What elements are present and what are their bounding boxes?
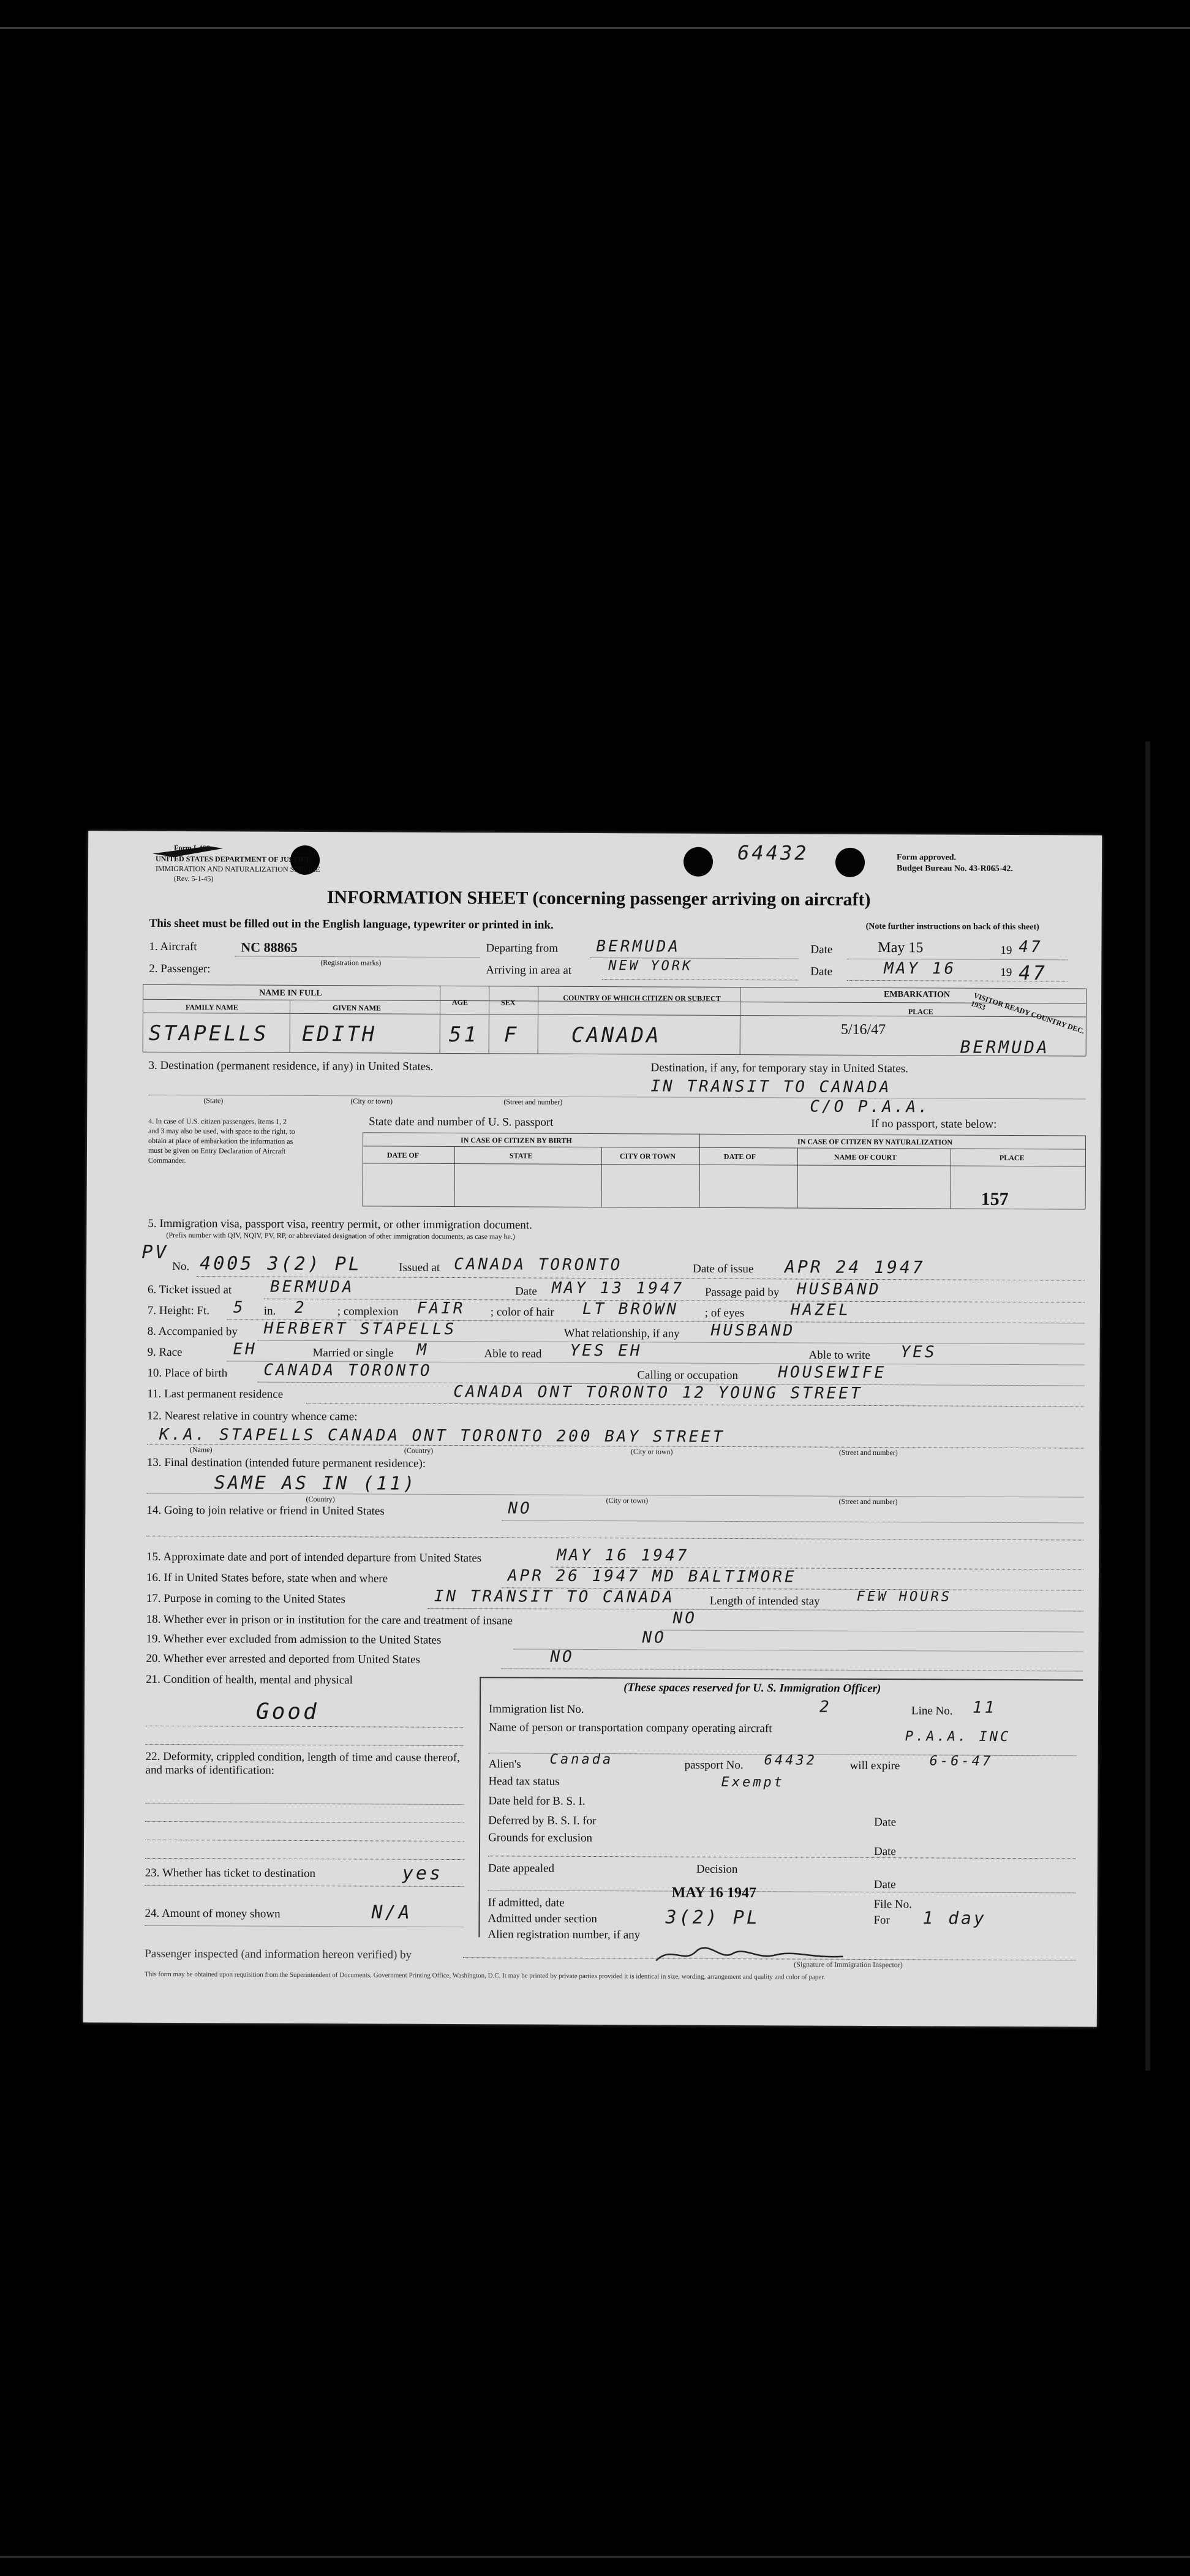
for-value: 1 day: [922, 1908, 987, 1928]
item16-label: 16. If in United States before, state when and where: [146, 1571, 388, 1585]
item6-value: BERMUDA: [269, 1277, 355, 1297]
punch-hole-2: [683, 847, 713, 877]
revision: (Rev. 5-1-45): [173, 874, 214, 883]
deferred-date-label: Date: [874, 1816, 897, 1829]
by-naturalization-header: IN CASE OF CITIZEN BY NATURALIZATION: [797, 1137, 953, 1147]
year-value-1: 47: [1019, 938, 1043, 957]
city-town-header: CITY OR TOWN: [619, 1152, 676, 1161]
departing-label: Departing from: [486, 942, 559, 955]
item10-occupation-value: HOUSEWIFE: [778, 1363, 887, 1383]
agency: UNITED STATES DEPARTMENT OF JUSTICE: [156, 854, 311, 864]
item7-label: 7. Height: Ft.: [147, 1304, 210, 1318]
item5-no-label: No.: [172, 1260, 190, 1274]
family-name-value: STAPELLS: [148, 1021, 269, 1046]
instruction: This sheet must be filled out in the English language, typewriter or printed in ink.: [149, 916, 554, 932]
page-title: INFORMATION SHEET (concerning passenger arriving on aircraft): [326, 887, 871, 910]
company-label: Name of person or transportation company operating aircraft: [488, 1721, 772, 1736]
alien-value: Canada: [549, 1751, 614, 1768]
file-label: File No.: [873, 1898, 912, 1911]
line-value: 11: [972, 1698, 997, 1717]
item12-name-caption: (Name): [189, 1445, 213, 1454]
bottom-scan-line: [0, 2556, 1190, 2558]
admitted-label: If admitted, date: [488, 1896, 565, 1909]
year-label-1: 19: [1000, 943, 1012, 957]
item13-city-caption: (City or town): [606, 1496, 649, 1505]
destination-label: 3. Destination (permanent residence, if any) in United States.: [148, 1059, 434, 1073]
verified-label: Passenger inspected (and information hereon verified) by: [145, 1947, 412, 1962]
signature-caption: (Signature of Immigration Inspector): [794, 1960, 903, 1970]
item8-label: 8. Accompanied by: [147, 1324, 238, 1339]
no-passport-label: If no passport, state below:: [871, 1117, 997, 1131]
item9-value: EH: [233, 1340, 257, 1359]
item7-eyes-value: HAZEL: [790, 1301, 851, 1320]
item8-relationship-label: What relationship, if any: [563, 1326, 680, 1340]
item7-feet: 5: [233, 1298, 246, 1317]
item15-value: MAY 16 1947: [557, 1546, 690, 1565]
date-label-2: Date: [810, 965, 833, 978]
expire-label: will expire: [849, 1759, 900, 1773]
item10-label: 10. Place of birth: [147, 1366, 228, 1380]
date-label-1: Date: [810, 943, 833, 956]
date-value-1: May 15: [878, 940, 924, 956]
alien-label: Alien's: [488, 1758, 521, 1771]
item7-inches: 2: [294, 1298, 307, 1317]
item20-value: NO: [550, 1647, 574, 1666]
arriving-label: Arriving in area at: [486, 964, 572, 977]
place-header: PLACE: [908, 1007, 933, 1016]
item24-value: N/A: [371, 1902, 412, 1924]
temp-destination-value: IN TRANSIT TO CANADA: [650, 1077, 892, 1097]
item8-value: HERBERT STAPELLS: [263, 1319, 457, 1339]
item18-label: 18. Whether ever in prison or in institution for the care and treatment of insane: [146, 1612, 513, 1628]
printing-note: This form may be obtained upon requisition from the Superintendent of Documents, Government Printing Office, Washington, D.C. It may be printed by private parties provided it is identical in size, wording, arrangement and quality and color of paper.: [145, 1970, 826, 1981]
for-label: For: [873, 1914, 890, 1927]
item9-read-label: Able to read: [484, 1347, 542, 1361]
citizen-instruction: 4. In case of U.S. citizen passengers, items 1, 2 and 3 may also be used, with space to the right, to obtain at place of embarkation the information as must be given on Entry Declaration of Aircraft Commander.: [148, 1116, 295, 1165]
by-birth-header: IN CASE OF CITIZEN BY BIRTH: [461, 1136, 572, 1145]
state-header: STATE: [509, 1151, 533, 1160]
expire-value: 6-6-47: [929, 1753, 993, 1769]
punch-hole-3: [835, 848, 865, 877]
item22-label: 22. Deformity, crippled condition, length of time and cause thereof, and marks of identification:: [145, 1750, 460, 1777]
line-label: Line No.: [911, 1704, 953, 1718]
page-number: 157: [981, 1188, 1009, 1209]
decision-label: Decision: [696, 1862, 738, 1876]
item8-relationship-value: HUSBAND: [710, 1321, 796, 1340]
passport-no-label: passport No.: [684, 1758, 744, 1772]
budget-number: Budget Bureau No. 43-R065-42.: [896, 864, 1013, 874]
item12-label: 12. Nearest relative in country whence came:: [147, 1409, 358, 1424]
stamp-number: 64432: [737, 841, 809, 865]
section-value: 3(2) PL: [665, 1906, 761, 1929]
item12-country-caption: (Country): [404, 1446, 434, 1455]
item6-paid-label: Passage paid by: [704, 1285, 780, 1299]
item17-stay-value: FEW HOURS: [856, 1588, 952, 1605]
item9-label: 9. Race: [147, 1345, 183, 1359]
service: IMMIGRATION AND NATURALIZATION SERVICE: [155, 864, 320, 874]
officer-box-title: (These spaces reserved for U. S. Immigration Officer): [623, 1681, 881, 1696]
arriving-value: NEW YORK: [608, 958, 693, 974]
passenger-label: 2. Passenger:: [149, 962, 211, 976]
street-caption: (Street and number): [503, 1097, 563, 1106]
name-header: NAME IN FULL: [259, 988, 322, 999]
company-value: P.A.A. INC: [905, 1729, 1011, 1745]
item14-label: 14. Going to join relative or friend in United States: [146, 1503, 385, 1518]
item9-married-label: Married or single: [312, 1347, 394, 1360]
item14-value: NO: [508, 1499, 532, 1518]
item15-label: 15. Approximate date and port of intended departure from United States: [146, 1550, 482, 1565]
temp-destination-label: Destination, if any, for temporary stay in United States.: [650, 1061, 908, 1076]
item17-value: IN TRANSIT TO CANADA: [434, 1587, 675, 1607]
item7-complexion-label: ; complexion: [337, 1305, 399, 1318]
item6-label: 6. Ticket issued at: [147, 1283, 232, 1297]
list-value: 2: [819, 1698, 832, 1717]
list-label: Immigration list No.: [488, 1702, 584, 1716]
item21-value: Good: [255, 1699, 319, 1725]
item13-country-caption: (Country): [306, 1494, 335, 1504]
embark-place-value: BERMUDA: [960, 1037, 1050, 1058]
given-name-header: GIVEN NAME: [332, 1003, 382, 1013]
item20-label: 20. Whether ever arrested and deported from United States: [146, 1652, 420, 1666]
sex-header: SEX: [501, 998, 516, 1007]
item9-write-value: YES: [900, 1343, 937, 1362]
item5-date-issue-value: APR 24 1947: [785, 1256, 925, 1278]
item18-value: NO: [672, 1609, 698, 1628]
item5-sub: (Prefix number with QIV, NQIV, PV, RP, or abbreviated designation of other immigration documents, as case may be.): [166, 1230, 515, 1241]
item7-hair-label: ; color of hair: [490, 1305, 554, 1319]
note: (Note further instructions on back of this sheet): [865, 921, 1039, 932]
year-label-2: 19: [1000, 965, 1012, 979]
item16-value: APR 26 1947 MD BALTIMORE: [507, 1566, 797, 1587]
embarkation-header: EMBARKATION: [884, 990, 950, 1000]
extra-mark: C/O P.A.A.: [810, 1097, 930, 1117]
held-label: Date held for B. S. I.: [488, 1794, 586, 1808]
registration-caption: (Registration marks): [320, 958, 382, 967]
item5-no-value: 4005 3(2) PL: [200, 1253, 362, 1275]
deferred-label: Deferred by B. S. I. for: [488, 1814, 597, 1828]
item13-value: SAME AS IN (11): [214, 1472, 417, 1495]
appealed-label: Date appealed: [488, 1862, 555, 1875]
item7-in-label: in.: [263, 1304, 276, 1318]
country-value: CANADA: [571, 1022, 661, 1048]
decision-date-label: Date: [873, 1878, 896, 1892]
item6-paid-value: HUSBAND: [796, 1280, 881, 1299]
city-caption: (City or town): [350, 1097, 393, 1106]
visitor-stamp: VISITOR READY COUNTRY DEC. 1953: [970, 991, 1086, 1036]
item23-label: 23. Whether has ticket to destination: [145, 1866, 316, 1881]
item6-date-value: MAY 13 1947: [551, 1279, 685, 1298]
item9-married-value: M: [416, 1340, 429, 1359]
family-name-header: FAMILY NAME: [185, 1003, 238, 1012]
top-scan-line: [0, 27, 1190, 29]
given-name-value: EDITH: [301, 1021, 377, 1047]
date-value-2: MAY 16: [884, 959, 957, 978]
item7-hair-value: LT BROWN: [582, 1299, 679, 1319]
passport-no-value: 64432: [764, 1753, 817, 1769]
date-of-header-1: DATE OF: [386, 1150, 420, 1160]
head-tax-label: Head tax status: [488, 1775, 560, 1788]
form-approved: Form approved.: [897, 853, 957, 863]
name-of-court-header: NAME OF COURT: [834, 1152, 897, 1162]
age-value: 51: [448, 1022, 479, 1048]
item19-label: 19. Whether ever excluded from admission to the United States: [146, 1632, 442, 1647]
place-header-2: PLACE: [999, 1153, 1025, 1163]
item17-stay-label: Length of intended stay: [709, 1594, 820, 1608]
item5-issued-value: CANADA TORONTO: [454, 1255, 623, 1275]
passport-label: State date and number of U. S. passport: [369, 1115, 554, 1129]
aircraft-value: NC 88865: [241, 939, 298, 955]
item9-read-value: YES EH: [570, 1341, 642, 1361]
item5-label: 5. Immigration visa, passport visa, reentry permit, or other immigration document.: [148, 1217, 532, 1232]
item24-label: 24. Amount of money shown: [145, 1906, 281, 1921]
right-scan-edge: [1145, 741, 1150, 2071]
item12-city-caption: (City or town): [630, 1447, 673, 1456]
age-header: AGE: [452, 997, 469, 1007]
item7-complexion-value: FAIR: [416, 1299, 465, 1318]
sex-value: F: [503, 1022, 519, 1048]
item13-label: 13. Final destination (intended future permanent residence):: [146, 1456, 426, 1470]
item6-date-label: Date: [514, 1285, 537, 1298]
item19-value: NO: [642, 1628, 666, 1647]
embark-date-value: 5/16/47: [840, 1021, 886, 1038]
item17-label: 17. Purpose in coming to the United States: [146, 1592, 345, 1606]
year-value-2: 47: [1019, 961, 1047, 985]
grounds-date-label: Date: [873, 1845, 896, 1859]
date-of-header-2: DATE OF: [723, 1152, 756, 1161]
item13-street-caption: (Street and number): [838, 1497, 898, 1506]
item12-street-caption: (Street and number): [838, 1448, 898, 1457]
registration-label: Alien registration number, if any: [488, 1928, 641, 1942]
departing-value: BERMUDA: [596, 937, 681, 956]
item11-value: CANADA ONT TORONTO 12 YOUNG STREET: [453, 1383, 863, 1403]
admitted-value: MAY 16 1947: [671, 1884, 756, 1902]
item12-value: K.A. STAPELLS CANADA ONT TORONTO 200 BAY STREET: [159, 1425, 725, 1446]
item7-eyes-label: ; of eyes: [704, 1306, 745, 1320]
item23-value: yes: [402, 1862, 443, 1884]
grounds-label: Grounds for exclusion: [488, 1831, 593, 1845]
item11-label: 11. Last permanent residence: [147, 1387, 284, 1401]
item5-margin-mark: PV: [141, 1241, 169, 1263]
aircraft-label: 1. Aircraft: [149, 940, 197, 954]
state-caption: (State): [203, 1096, 224, 1105]
item9-write-label: Able to write: [808, 1348, 870, 1362]
head-tax-value: Exempt: [721, 1774, 785, 1791]
country-header: COUNTRY OF WHICH CITIZEN OR SUBJECT: [563, 993, 721, 1003]
item21-label: 21. Condition of health, mental and physical: [146, 1672, 353, 1687]
item5-date-issue-label: Date of issue: [693, 1262, 754, 1276]
information-sheet-document: [83, 831, 1102, 2026]
item10-occupation-label: Calling or occupation: [637, 1369, 739, 1383]
item10-value: CANADA TORONTO: [263, 1361, 432, 1380]
form-number: Form I-466: [174, 844, 210, 853]
section-label: Admitted under section: [488, 1912, 597, 1926]
item5-issued-label: Issued at: [399, 1261, 440, 1274]
